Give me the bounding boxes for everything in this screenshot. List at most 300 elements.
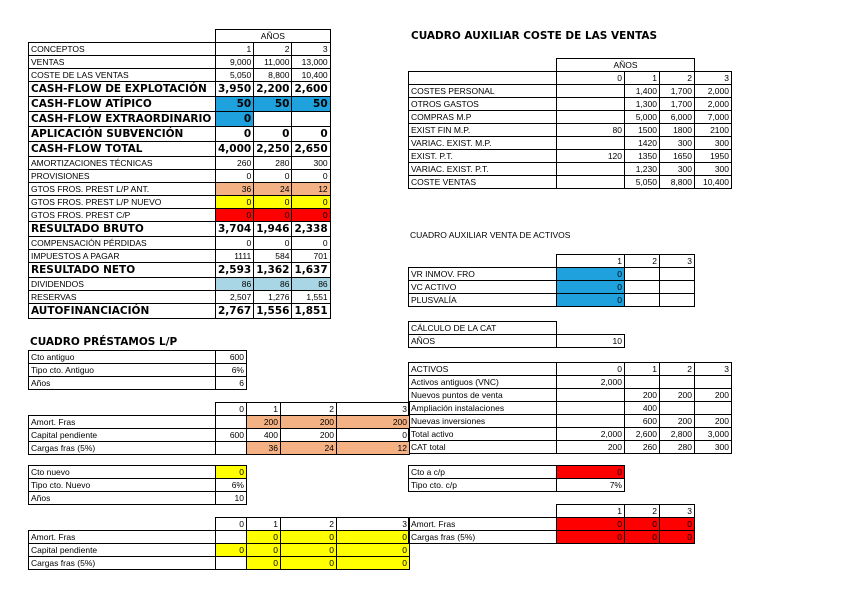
value-cell: 0 (254, 127, 292, 142)
value-cell (625, 268, 660, 281)
value-cell: 1800 (660, 124, 695, 137)
value-cell: 0 (216, 237, 254, 250)
value-cell: 0 (254, 237, 292, 250)
value-cell: 3,000 (695, 428, 732, 441)
table-row (409, 98, 732, 111)
value-cell (660, 402, 695, 415)
table-row (29, 222, 331, 237)
value-cell: 300 (660, 137, 695, 150)
value-cell (695, 402, 732, 415)
info-label: Cto a c/p (409, 466, 557, 479)
info-value: 0 (216, 466, 247, 479)
table-row (29, 544, 410, 557)
row-label: COMPENSACIÓN PÉRDIDAS (29, 237, 216, 250)
cp-table (408, 504, 695, 544)
value-cell: 0 (292, 209, 330, 222)
value-cell: 584 (254, 250, 292, 263)
table-row (409, 376, 732, 389)
value-cell: 3,950 (216, 82, 254, 97)
cat-anos-label: AÑOS (409, 335, 557, 348)
info-label: Años (29, 492, 216, 505)
info-row (409, 479, 625, 492)
table-row (409, 294, 695, 307)
value-cell: 50 (216, 97, 254, 112)
aux-coste-table (408, 58, 732, 189)
row-label: CONCEPTOS (29, 43, 216, 56)
info-value: 6% (216, 479, 247, 492)
table-row (409, 163, 732, 176)
row-label: PLUSVALÍA (409, 294, 557, 307)
year-cell: 0 (216, 518, 247, 531)
value-cell: 24 (254, 183, 292, 196)
table-row (29, 429, 410, 442)
table-row (409, 428, 732, 441)
info-row (29, 351, 247, 364)
value-cell: 36 (247, 442, 281, 455)
row-label: Cargas fras (5%) (29, 557, 216, 570)
row-label: GTOS FROS. PREST L/P ANT. (29, 183, 216, 196)
value-cell: 0 (281, 531, 337, 544)
value-cell: 2,593 (216, 263, 254, 278)
aux-venta-title: CUADRO AUXILIAR VENTA DE ACTIVOS (410, 230, 571, 240)
value-cell: 0 (557, 518, 625, 531)
value-cell: 1350 (625, 150, 660, 163)
value-cell: 24 (281, 442, 337, 455)
table-row (29, 209, 331, 222)
table-row (29, 263, 331, 278)
table-row (29, 97, 331, 112)
value-cell: 200 (281, 416, 337, 429)
info-row (29, 466, 247, 479)
value-cell: 0 (216, 112, 254, 127)
row-label: Nuevas inversiones (409, 415, 557, 428)
value-cell: 1,276 (254, 291, 292, 304)
table-row (29, 557, 410, 570)
value-cell (557, 176, 625, 189)
row-label: COSTE VENTAS (409, 176, 557, 189)
table-row (29, 304, 331, 319)
year-cell: 3 (337, 518, 410, 531)
info-value: 7% (557, 479, 625, 492)
value-cell: 9,000 (216, 56, 254, 69)
row-label: Nuevos puntos de venta (409, 389, 557, 402)
aux-venta-table (408, 254, 695, 307)
value-cell (660, 376, 695, 389)
table-row (409, 281, 695, 294)
info-label: Tipo cto. Nuevo (29, 479, 216, 492)
value-cell (557, 389, 625, 402)
value-cell: 300 (660, 163, 695, 176)
row-label: RESULTADO BRUTO (29, 222, 216, 237)
row-label: APLICACIÓN SUBVENCIÓN (29, 127, 216, 142)
row-label: VC ACTIVO (409, 281, 557, 294)
year-cell: 0 (216, 403, 247, 416)
table-row (29, 170, 331, 183)
info-row (29, 492, 247, 505)
value-cell: 1,700 (660, 98, 695, 111)
value-cell: 0 (247, 544, 281, 557)
value-cell: 300 (292, 157, 330, 170)
nuevo-info (28, 465, 247, 505)
table-row (409, 176, 732, 189)
prestamos-info (28, 350, 247, 390)
value-cell: 2,650 (292, 142, 330, 157)
row-label: VARIAC. EXIST. P.T. (409, 163, 557, 176)
value-cell: 12 (337, 442, 410, 455)
value-cell: 260 (625, 441, 660, 454)
nuevo-table (28, 517, 410, 570)
value-cell: 280 (660, 441, 695, 454)
value-cell (216, 442, 247, 455)
table-row (29, 291, 331, 304)
year-cell: 3 (337, 403, 410, 416)
value-cell: 2 (660, 363, 695, 376)
row-label: CASH-FLOW ATÍPICO (29, 97, 216, 112)
value-cell: 0 (254, 209, 292, 222)
value-cell: 1,556 (254, 304, 292, 319)
value-cell: 0 (337, 531, 410, 544)
value-cell: 13,000 (292, 56, 330, 69)
value-cell: 0 (557, 363, 625, 376)
info-row (29, 479, 247, 492)
value-cell: 2,000 (695, 85, 732, 98)
table-row (409, 124, 732, 137)
year-cell: 2 (281, 403, 337, 416)
value-cell (625, 294, 660, 307)
value-cell: 36 (216, 183, 254, 196)
value-cell: 1,637 (292, 263, 330, 278)
main-table (28, 29, 331, 319)
row-label: IMPUESTOS A PAGAR (29, 250, 216, 263)
value-cell: 1,230 (625, 163, 660, 176)
value-cell: 200 (557, 441, 625, 454)
table-row (29, 142, 331, 157)
value-cell: 1,400 (625, 85, 660, 98)
value-cell: 8,800 (254, 69, 292, 82)
year-cell: 3 (695, 72, 732, 85)
value-cell: 5,050 (625, 176, 660, 189)
value-cell: 600 (216, 429, 247, 442)
value-cell: 50 (254, 97, 292, 112)
table-row (29, 112, 331, 127)
year-cell: 3 (660, 505, 695, 518)
value-cell: 200 (625, 389, 660, 402)
row-label: Ampliación instalaciones (409, 402, 557, 415)
table-row (29, 531, 410, 544)
value-cell: 1950 (695, 150, 732, 163)
row-label: Cargas fras (5%) (409, 531, 557, 544)
value-cell: 300 (695, 137, 732, 150)
value-cell (557, 111, 625, 124)
value-cell (660, 281, 695, 294)
value-cell (292, 112, 330, 127)
row-label: CAT total (409, 441, 557, 454)
value-cell: 0 (625, 518, 660, 531)
cat-anos-value: 10 (557, 335, 625, 348)
value-cell (557, 98, 625, 111)
table-row (29, 416, 410, 429)
value-cell: 3 (695, 363, 732, 376)
value-cell: 10,400 (292, 69, 330, 82)
value-cell: 3,704 (216, 222, 254, 237)
table-row (409, 137, 732, 150)
row-label: VENTAS (29, 56, 216, 69)
value-cell: 0 (660, 531, 695, 544)
info-value: 6 (216, 377, 247, 390)
value-cell: 2,338 (292, 222, 330, 237)
value-cell: 2,800 (660, 428, 695, 441)
value-cell: 200 (337, 416, 410, 429)
table-row (409, 441, 732, 454)
table-row (409, 268, 695, 281)
row-label: EXIST. P.T. (409, 150, 557, 163)
value-cell: 1420 (625, 137, 660, 150)
row-label: Capital pendiente (29, 429, 216, 442)
value-cell: 400 (625, 402, 660, 415)
value-cell: 3 (292, 43, 330, 56)
cp-info (408, 465, 625, 492)
value-cell: 300 (695, 441, 732, 454)
value-cell: 6,000 (660, 111, 695, 124)
blank-cell (409, 72, 557, 85)
value-cell: 1,551 (292, 291, 330, 304)
value-cell: 2,600 (625, 428, 660, 441)
value-cell: 1,946 (254, 222, 292, 237)
value-cell: 12 (292, 183, 330, 196)
value-cell: 2,507 (216, 291, 254, 304)
value-cell: 1,362 (254, 263, 292, 278)
value-cell: 400 (247, 429, 281, 442)
row-label: Cargas fras (5%) (29, 442, 216, 455)
value-cell (216, 557, 247, 570)
value-cell: 1,700 (660, 85, 695, 98)
row-label: Amort. Fras (29, 416, 216, 429)
row-label: AUTOFINANCIACIÓN (29, 304, 216, 319)
value-cell (557, 85, 625, 98)
value-cell: 0 (337, 429, 410, 442)
value-cell: 1 (625, 363, 660, 376)
value-cell: 0 (557, 281, 625, 294)
aux-coste-title: CUADRO AUXILIAR COSTE DE LAS VENTAS (411, 30, 658, 42)
info-label: Tipo cto. Antiguo (29, 364, 216, 377)
year-cell: 2 (660, 72, 695, 85)
value-cell: 300 (695, 163, 732, 176)
table-row (409, 531, 695, 544)
value-cell: 200 (247, 416, 281, 429)
table-row (29, 250, 331, 263)
value-cell: 2,767 (216, 304, 254, 319)
value-cell: 2100 (695, 124, 732, 137)
value-cell: 5,000 (625, 111, 660, 124)
value-cell (216, 531, 247, 544)
table-row (29, 183, 331, 196)
value-cell: 2,000 (557, 376, 625, 389)
table-row (29, 82, 331, 97)
info-value: 0 (557, 466, 625, 479)
table-row (29, 278, 331, 291)
value-cell: 1650 (660, 150, 695, 163)
value-cell: 200 (660, 415, 695, 428)
value-cell: 0 (216, 196, 254, 209)
value-cell: 1500 (625, 124, 660, 137)
table-row (29, 196, 331, 209)
value-cell: 0 (247, 557, 281, 570)
value-cell: 2,200 (254, 82, 292, 97)
value-cell: 10,400 (695, 176, 732, 189)
value-cell (557, 163, 625, 176)
row-label: VR INMOV. FRO (409, 268, 557, 281)
value-cell (660, 294, 695, 307)
value-cell: 1111 (216, 250, 254, 263)
row-label: Amort. Fras (409, 518, 557, 531)
value-cell: 0 (254, 170, 292, 183)
table-row (409, 402, 732, 415)
table-row (409, 85, 732, 98)
year-cell: 2 (281, 518, 337, 531)
year-cell: 1 (557, 255, 625, 268)
year-cell: 0 (557, 72, 625, 85)
table-row (29, 127, 331, 142)
info-value: 10 (216, 492, 247, 505)
value-cell: 0 (216, 544, 247, 557)
value-cell: 0 (292, 127, 330, 142)
table-row (29, 43, 331, 56)
year-cell: 2 (625, 255, 660, 268)
row-label: Amort. Fras (29, 531, 216, 544)
row-label: RESULTADO NETO (29, 263, 216, 278)
value-cell: 1,851 (292, 304, 330, 319)
value-cell: 11,000 (254, 56, 292, 69)
value-cell: 0 (292, 237, 330, 250)
value-cell: 200 (695, 415, 732, 428)
row-label: RESERVAS (29, 291, 216, 304)
row-label: PROVISIONES (29, 170, 216, 183)
table-row (409, 518, 695, 531)
prestamos-title: CUADRO PRÉSTAMOS L/P (30, 336, 178, 348)
value-cell: 0 (216, 170, 254, 183)
value-cell: 50 (292, 97, 330, 112)
table-row (409, 415, 732, 428)
table-row (29, 237, 331, 250)
info-label: Tipo cto. c/p (409, 479, 557, 492)
value-cell: 1,300 (625, 98, 660, 111)
info-label: Años (29, 377, 216, 390)
info-label: Cto antiguo (29, 351, 216, 364)
value-cell: 200 (660, 389, 695, 402)
value-cell: 2,600 (292, 82, 330, 97)
row-label: Capital pendiente (29, 544, 216, 557)
row-label: Activos antiguos (VNC) (409, 376, 557, 389)
value-cell: 0 (557, 531, 625, 544)
year-cell: 1 (557, 505, 625, 518)
info-value: 600 (216, 351, 247, 364)
year-cell: 1 (247, 518, 281, 531)
row-label: CASH-FLOW DE EXPLOTACIÓN (29, 82, 216, 97)
value-cell: 4,000 (216, 142, 254, 157)
row-label: CASH-FLOW TOTAL (29, 142, 216, 157)
value-cell: 0 (337, 544, 410, 557)
value-cell: 1 (216, 43, 254, 56)
info-label: Cto nuevo (29, 466, 216, 479)
table-row (409, 389, 732, 402)
row-label: Total activo (409, 428, 557, 441)
row-label: DIVIDENDOS (29, 278, 216, 291)
year-cell: 2 (625, 505, 660, 518)
value-cell (557, 402, 625, 415)
value-cell (625, 281, 660, 294)
cat-header-table (408, 321, 625, 348)
value-cell: 86 (216, 278, 254, 291)
value-cell: 0 (292, 196, 330, 209)
value-cell: 2,250 (254, 142, 292, 157)
value-cell: 2,000 (557, 428, 625, 441)
row-label: GTOS FROS. PREST L/P NUEVO (29, 196, 216, 209)
value-cell (625, 376, 660, 389)
value-cell (557, 137, 625, 150)
row-label: CASH-FLOW EXTRAORDINARIO (29, 112, 216, 127)
info-row (29, 364, 247, 377)
value-cell: 0 (216, 209, 254, 222)
value-cell: 7,000 (695, 111, 732, 124)
year-cell: 1 (625, 72, 660, 85)
value-cell: 2 (254, 43, 292, 56)
anos-header: AÑOS (216, 30, 331, 43)
value-cell: 0 (557, 268, 625, 281)
value-cell: 701 (292, 250, 330, 263)
row-label: EXIST FIN M.P. (409, 124, 557, 137)
table-row (409, 363, 732, 376)
value-cell: 280 (254, 157, 292, 170)
info-row (409, 466, 625, 479)
value-cell: 0 (557, 294, 625, 307)
year-cell: 3 (660, 255, 695, 268)
row-label: VARIAC. EXIST. M.P. (409, 137, 557, 150)
row-label: GTOS FROS. PREST C/P (29, 209, 216, 222)
value-cell (216, 416, 247, 429)
row-label: ACTIVOS (409, 363, 557, 376)
value-cell: 0 (281, 557, 337, 570)
table-row (29, 157, 331, 170)
year-cell: 1 (247, 403, 281, 416)
value-cell: 5,050 (216, 69, 254, 82)
value-cell: 0 (625, 531, 660, 544)
value-cell: 600 (625, 415, 660, 428)
cat-table (408, 362, 732, 454)
value-cell: 0 (337, 557, 410, 570)
cat-title: CÁLCULO DE LA CAT (409, 322, 557, 335)
value-cell: 2,000 (695, 98, 732, 111)
value-cell (695, 376, 732, 389)
value-cell: 200 (281, 429, 337, 442)
row-label: OTROS GASTOS (409, 98, 557, 111)
value-cell: 0 (292, 170, 330, 183)
value-cell (557, 415, 625, 428)
table-row (29, 442, 410, 455)
row-label: AMORTIZACIONES TÉCNICAS (29, 157, 216, 170)
value-cell: 80 (557, 124, 625, 137)
value-cell (660, 268, 695, 281)
value-cell: 0 (281, 544, 337, 557)
value-cell: 0 (660, 518, 695, 531)
row-label: COMPRAS M.P (409, 111, 557, 124)
value-cell: 0 (254, 196, 292, 209)
value-cell: 0 (247, 531, 281, 544)
value-cell (254, 112, 292, 127)
prestamos-table (28, 402, 410, 455)
value-cell: 86 (292, 278, 330, 291)
info-row (29, 377, 247, 390)
value-cell: 0 (216, 127, 254, 142)
